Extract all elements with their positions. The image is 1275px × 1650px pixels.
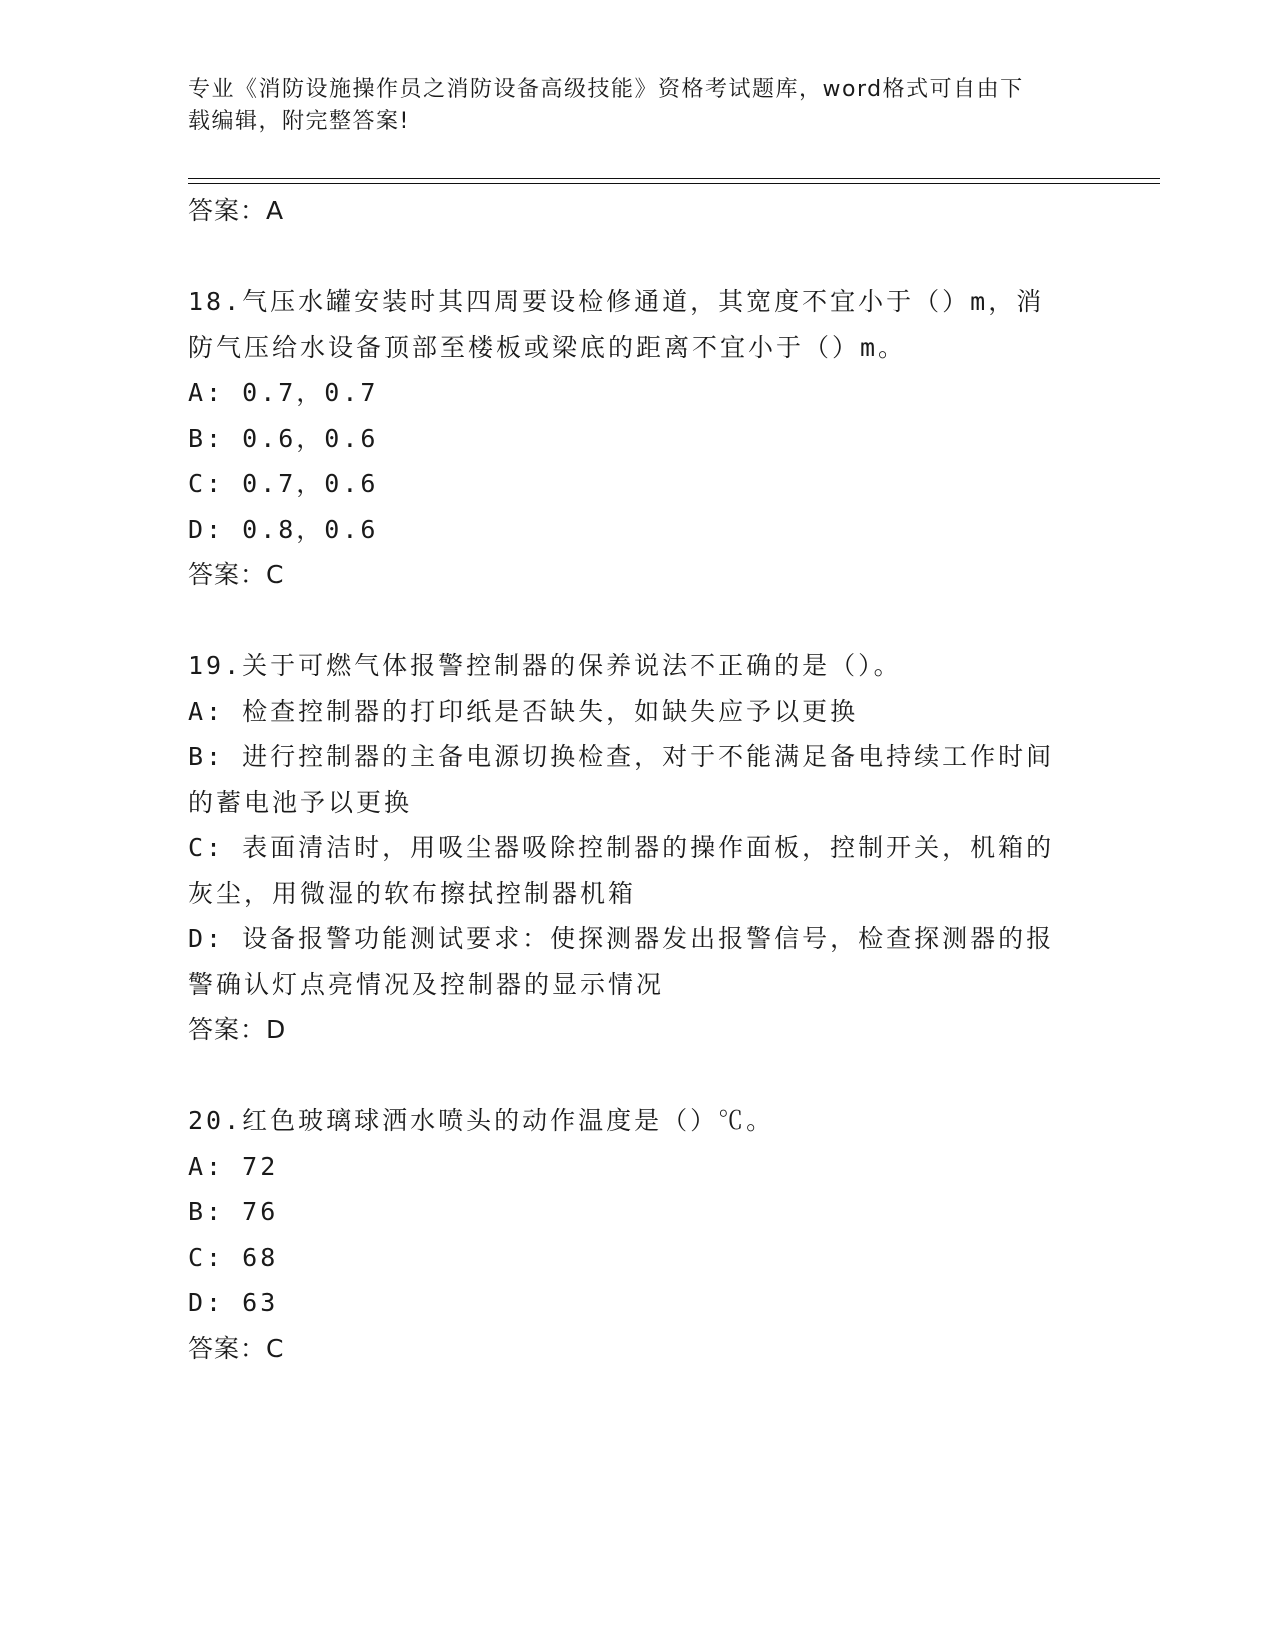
answer: 答案：C <box>188 560 285 589</box>
option-d: D: 63 <box>188 1288 279 1317</box>
question-stem: 防气压给水设备顶部至楼板或梁底的距离不宜小于（）m。 <box>188 332 907 362</box>
option-a: A: 检查控制器的打印纸是否缺失，如缺失应予以更换 <box>188 696 859 726</box>
option-b: B: 0.6，0.6 <box>188 423 379 453</box>
option-a: A: 0.7，0.7 <box>188 378 379 407</box>
answer: 答案：C <box>188 1333 285 1363</box>
spacer <box>188 234 1088 280</box>
header-divider-bottom <box>188 183 1160 184</box>
question-list <box>188 188 1088 1371</box>
spacer <box>188 1053 1088 1099</box>
question-20 <box>188 1098 1088 1371</box>
answer: 答案：D <box>188 1015 287 1044</box>
option-c: C: 表面清洁时，用吸尘器吸除控制器的操作面板，控制开关，机箱的 <box>188 833 1055 862</box>
spacer <box>188 598 1088 644</box>
question-stem: 19.关于可燃气体报警控制器的保养说法不正确的是（）。 <box>188 651 902 680</box>
header-line-2: 载编辑，附完整答案! <box>188 109 410 134</box>
option-d-continued: 警确认灯点亮情况及控制器的显示情况 <box>188 969 665 999</box>
question-19 <box>188 643 1088 1053</box>
question-stem: 20.红色玻璃球洒水喷头的动作温度是（）℃。 <box>188 1106 775 1135</box>
option-c: C: 0.7，0.6 <box>188 469 379 498</box>
answer-previous: 答案：A <box>188 196 285 225</box>
question-18 <box>188 279 1088 598</box>
page-header <box>188 74 1068 138</box>
header-line-1: 专业《消防设施操作员之消防设备高级技能》资格考试题库，word格式可自由下 <box>188 77 1024 102</box>
option-d: D: 0.8，0.6 <box>188 514 379 544</box>
option-b: B: 进行控制器的主备电源切换检查，对于不能满足备电持续工作时间 <box>188 742 1055 771</box>
option-d: D: 设备报警功能测试要求：使探测器发出报警信号，检查探测器的报 <box>188 924 1055 953</box>
question-stem: 18.气压水罐安装时其四周要设检修通道，其宽度不宜小于（）m，消 <box>188 287 1045 316</box>
option-b-continued: 的蓄电池予以更换 <box>188 787 413 817</box>
option-a: A: 72 <box>188 1151 279 1181</box>
option-b: B: 76 <box>188 1197 279 1226</box>
option-c: C: 68 <box>188 1242 279 1272</box>
header-divider-top <box>188 178 1160 179</box>
option-c-continued: 灰尘，用微湿的软布擦拭控制器机箱 <box>188 878 637 908</box>
